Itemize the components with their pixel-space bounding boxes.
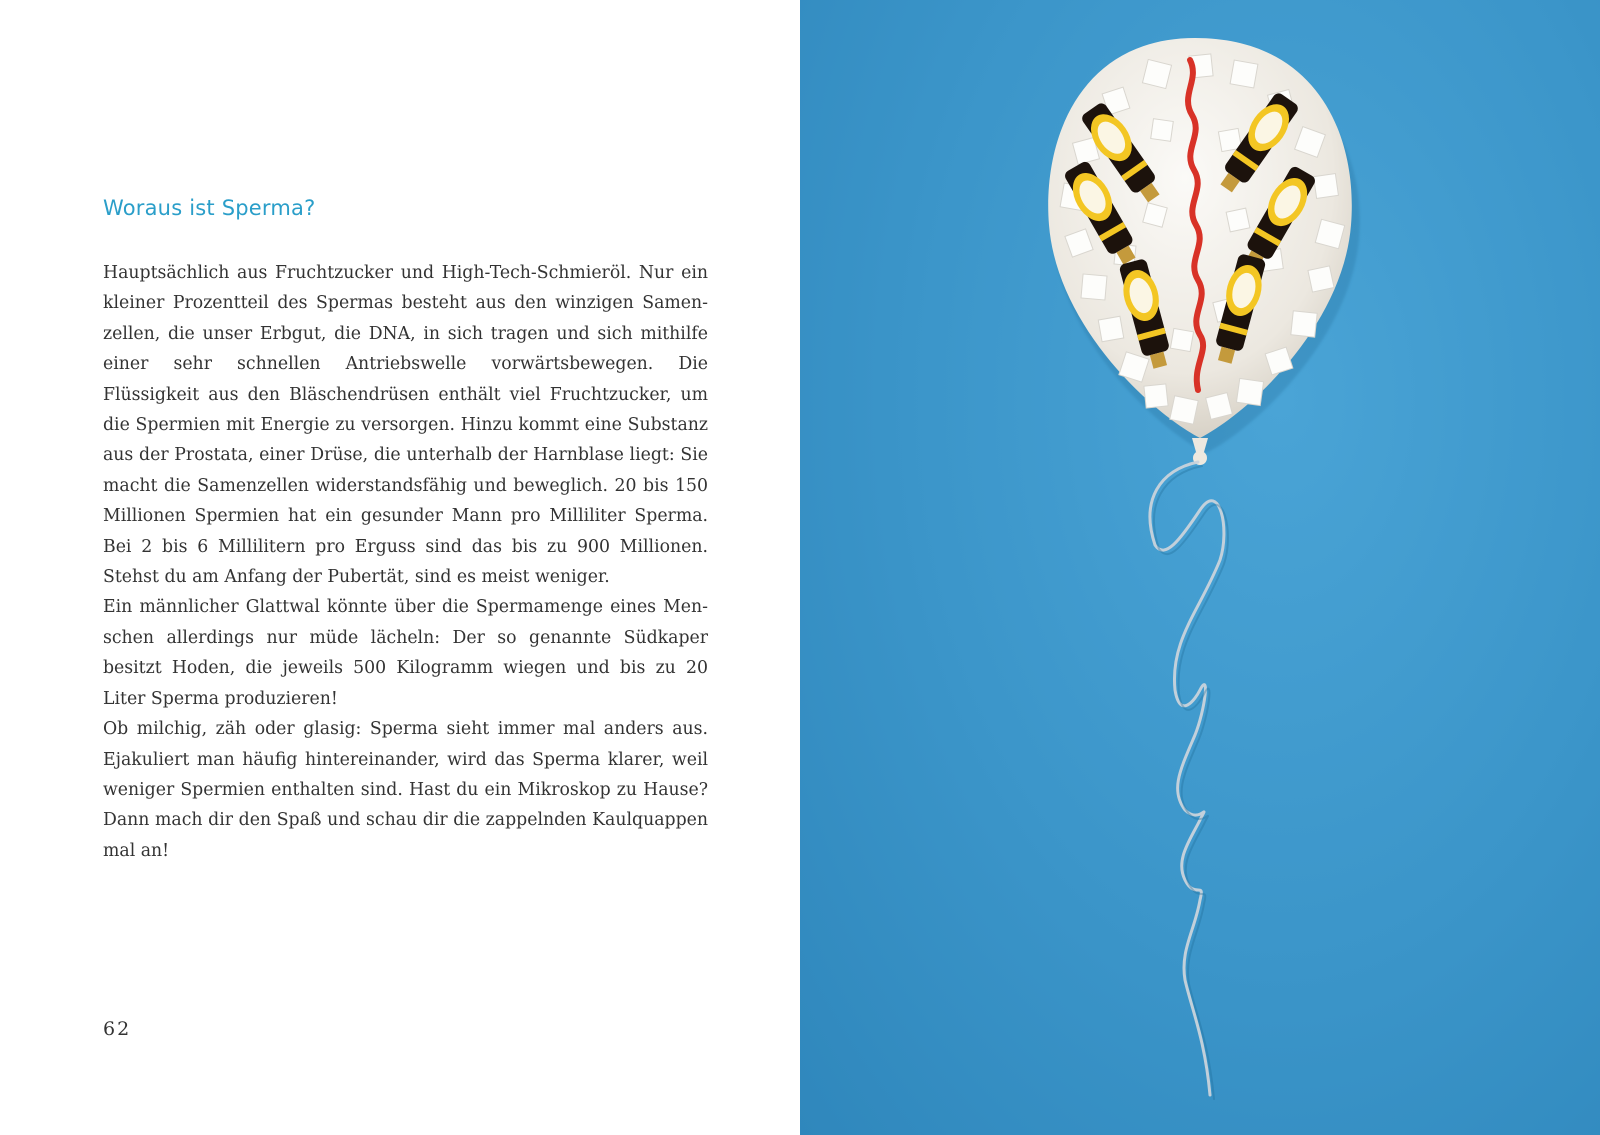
paragraph-1: Hauptsächlich aus Fruchtzucker und High-Tech-Schmieröl. Nur ein kleiner Prozentteil des Spermas besteht aus den winzigen Samenzellen, die unser Erbgut, die DNA, in sich tragen und sich mithilfe einer sehr schnellen Antriebswelle vorwärtsbewegen. Die Flüssigkeit aus den Bläschendrüsen enthält viel Fruchtzucker, um die Spermien mit Energie zu versorgen. Hinzu kommt eine Substanz aus der Prostata, einer Drüse, die unterhalb der Harnblase liegt: Sie macht die Samenzellen widerstandsfähig und beweglich. 20 bis 150 Millionen Spermien hat ein gesunder Mann pro Milliliter Sperma. Bei 2 bis 6 Millilitern pro Erguss sind das bis zu 900 Millionen. Stehst du am Anfang der Pubertät, sind es meist weniger.	[103, 263, 708, 588]
balloon-illustration	[800, 0, 1600, 1135]
right-page-photo	[800, 0, 1600, 1135]
balloon-string	[1150, 462, 1224, 1095]
section-heading: Woraus ist Sperma?	[103, 196, 316, 220]
body-text	[103, 258, 708, 866]
paragraph-3: Ob milchig, zäh oder glasig: Sperma sieht immer mal anders aus. Ejakuliert man häufig hintereinander, wird das Sperma klarer, weil weniger Spermien enthalten sind. Hast du ein Mikroskop zu Hause? Dann mach dir den Spaß und schau dir die zappelnden Kaulquappen mal an!	[103, 719, 708, 861]
page-number: 62	[103, 1018, 132, 1040]
paragraph-2: Ein männlicher Glattwal könnte über die Spermamenge eines Menschen allerdings nur müde lächeln: Der so genannte Südkaper besitzt Hoden, die jeweils 500 Kilogramm wiegen und bis zu 20 Liter Sperma produzieren!	[103, 597, 708, 709]
